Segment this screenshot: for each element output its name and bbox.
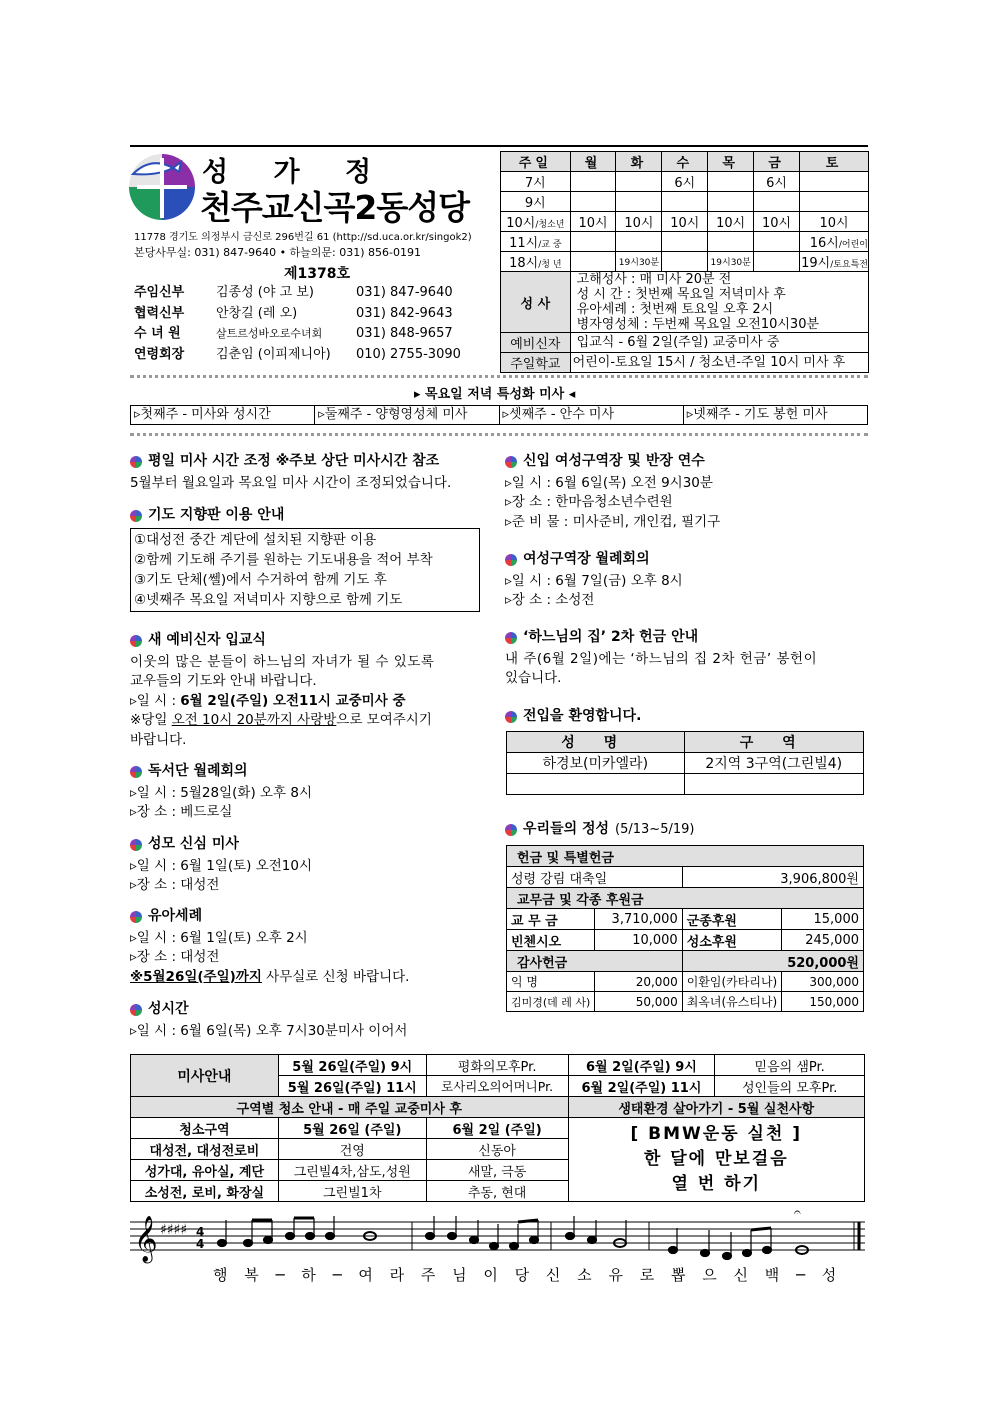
- sacrament-row: 성 사 고해성사 : 매 미사 20분 전 성 시 간 : 첫번째 목요일 저녁미사 후 유아세례 : 첫번째 토요일 오후 2시 병자영성체 : 두번째 목요일 오전10시30분: [501, 272, 869, 333]
- prayer-board-box: ①대성전 중간 계단에 설치된 지향판 이용 ②함께 기도해 주기를 원하는 기도내용을 적어 부착 ③기도 단체(쎌)에서 수거하여 함께 기도 후 ④넷째주 목요일 저녁미사 지향으로 함께 기도: [130, 528, 480, 612]
- svg-text:𝄞: 𝄞: [134, 1216, 158, 1262]
- notice-prayer-board: 기도 지향판 이용 안내 ①대성전 중간 계단에 설치된 지향판 이용 ②함께 기도해 주기를 원하는 기도내용을 적어 부착 ③기도 단체(쎌)에서 수거하여 함께 기도 후 ④넷째주 목요일 저녁미사 지향으로 함께 기도: [130, 506, 480, 612]
- church-logo: [127, 152, 197, 222]
- welcome-row: 하경보(미카엘라) 2지역 3구역(그린빌4): [507, 753, 864, 774]
- clean-row: 대성전, 대성전로비 건영 신동아: [131, 1139, 865, 1160]
- notice-women-leaders: 여성구역장 월례회의 ▹일 시 : 6월 7일(금) 오후 8시 ▹장 소 : 소성전: [505, 551, 683, 608]
- bullet-icon: [130, 456, 142, 468]
- bullet-icon: [505, 554, 517, 566]
- bullet-icon: [505, 711, 517, 723]
- svg-text:♯♯♯♯: ♯♯♯♯: [160, 1222, 188, 1238]
- staff-row: 협력신부 안창길 (레 오) 031) 842-9643: [134, 305, 453, 321]
- clean-head-row: 청소구역 5월 26일 (주일) 6월 2일 (주일) [ BMW운동 실천 ] 한 달에 만보걸음 열 번 하기: [131, 1118, 865, 1139]
- mass-guide-row: 미사안내 5월 26일(주일) 9시 평화의모후Pr. 6월 2일(주일) 9시 믿음의 샘Pr.: [131, 1055, 865, 1076]
- notice-weekday-mass: 평일 미사 시간 조정 ※주보 상단 미사시간 참조 5월부터 월요일과 목요일 미사 시간이 조정되었습니다.: [130, 453, 452, 491]
- mass-row: 18시/청 년 19시30분 19시30분 19시/토요특전: [501, 252, 869, 272]
- clean-row: 성가대, 유아실, 계단 그린빌4차,삼도,성원 새말, 극동: [131, 1160, 865, 1181]
- bullet-icon: [505, 632, 517, 644]
- catechumen-row: 예비신자 입교식 - 6월 2일(주일) 교중미사 중: [501, 333, 869, 353]
- staff-row: 수 녀 원 살트르성바오로수녀회 031) 848-9657: [134, 326, 453, 341]
- sunday-school-row: 주일학교 어린이-토요일 15시 / 청소년-주일 10시 미사 후: [501, 353, 869, 373]
- music-staff: [130, 1208, 865, 1270]
- svg-text:𝄐: 𝄐: [794, 1208, 801, 1219]
- dotted-divider: [130, 375, 868, 378]
- thursday-item: ▹둘째주 - 양형영성체 미사: [315, 406, 499, 424]
- parish-subtitle: 성 가 정: [202, 157, 390, 188]
- parish-title: 천주교신곡2동성당: [200, 188, 469, 227]
- notice-offerings: 우리들의 정성 (5/13~5/19): [505, 820, 694, 842]
- staff-list: [134, 283, 461, 365]
- thursday-mass-bar: [130, 405, 868, 425]
- clean-row: 소성전, 로비, 화장실 그린빌1차 추동, 현대: [131, 1181, 865, 1202]
- staff-row: 연령회장 김춘임 (이피제니아) 010) 2755-3090: [134, 346, 461, 362]
- bullet-icon: [130, 911, 142, 923]
- svg-text:4: 4: [196, 1225, 205, 1239]
- eco-practice: [ BMW운동 실천 ] 한 달에 만보걸음 열 번 하기: [568, 1118, 864, 1202]
- thursday-item: ▹넷째주 - 기도 봉헌 미사: [686, 407, 828, 422]
- notice-infant-baptism: 유아세례 ▹일 시 : 6월 1일(토) 오후 2시 ▹장 소 : 대성전 ※5월26일(주일)까지 사무실로 신청 바랍니다.: [130, 908, 410, 985]
- bullet-icon: [130, 1004, 142, 1016]
- parish-address: 11778 경기도 의정부시 금신로 296번길 61 (http://sd.uca.or.kr/singok2): [134, 232, 472, 243]
- notice-welcome: 전입을 환영합니다.: [505, 707, 641, 729]
- mass-row: 7시 6시 6시: [501, 172, 869, 192]
- mass-row: 11시/교 중 16시/어린이: [501, 232, 869, 252]
- svg-text:4: 4: [196, 1237, 205, 1251]
- header-rule: [130, 145, 868, 147]
- notice-marian-mass: 성모 신심 미사 ▹일 시 : 6월 1일(토) 오전10시 ▹장 소 : 대성전: [130, 836, 312, 893]
- bullet-icon: [130, 766, 142, 778]
- notice-holy-hour: 성시간 ▹일 시 : 6월 6일(목) 오후 7시30분미사 이어서: [130, 1001, 408, 1039]
- bottom-table: 미사안내 5월 26일(주일) 9시 평화의모후Pr. 6월 2일(주일) 9시 믿음의 샘Pr. 5월 26일(주일) 11시 로사리오의어머니Pr. 6월 2일(주일) 11시 성인들의 모후Pr. 구역별 청소 안내 - 매 주일 교중미사 후 생태환경 살아가기 - 5월 실천사항 청소구역 5월 26일 (주일) 6월 2일 (주일) [ BMW운동 실천 ] 한 달에 만보걸음 열 번 하기 대성전, 대성전로비 건영 신동아 성가대, 유아실, 계단 그린빌4차,삼도,성원 새말, 극동 소성전, 로비, 화장실 그린빌1차 추동, 현대: [130, 1054, 865, 1202]
- thursday-title: ▸ 목요일 저녁 특성화 미사 ◂: [414, 387, 576, 402]
- notice-lectors: 독서단 월례회의 ▹일 시 : 5월28일(화) 오후 8시 ▹장 소 : 베드로실: [130, 763, 312, 820]
- welcome-table: 성 명 구 역 하경보(미카엘라) 2지역 3구역(그린빌4): [506, 731, 864, 795]
- welcome-row: [507, 774, 864, 795]
- mass-row: 10시/청소년 10시 10시 10시 10시 10시 10시: [501, 212, 869, 232]
- song-lyrics: 행 복 ─ 하 ─ 여 라 주 님 이 당 신 소 유 로 뽑 으 신 백 ─ 성: [213, 1266, 843, 1284]
- staff-row: 주임신부 김종성 (야 고 보) 031) 847-9640: [134, 285, 453, 300]
- thursday-item: ▹셋째주 - 안수 미사: [500, 406, 684, 424]
- notice-new-catechumen: 새 예비신자 입교식 이웃의 많은 분들이 하느님의 자녀가 될 수 있도록 교우들의 기도와 안내 바랍니다. ▹일 시 : 6월 2일(주일) 오전11시 교중미사 중 ※당일 오전 10시 20분까지 사랑방으로 모여주시기 바랍니다.: [130, 632, 435, 748]
- mass-row: 9시: [501, 192, 869, 212]
- day-header-row: 주일 월 화 수 목 금 토: [501, 152, 869, 172]
- bullet-icon: [130, 839, 142, 851]
- notice-leader-training: 신입 여성구역장 및 반장 연수 ▹일 시 : 6월 6일(목) 오전 9시30분 ▹장 소 : 한마음청소년수련원 ▹준 비 물 : 미사준비, 개인컵, 필기구: [505, 453, 721, 530]
- issue-number: 제1378호: [284, 266, 351, 282]
- parish-phone: 본당사무실: 031) 847-9640 • 하늘의문: 031) 856-0191: [134, 246, 422, 259]
- thursday-item: ▹첫째주 - 미사와 성시간: [131, 406, 315, 424]
- bullet-icon: [505, 456, 517, 468]
- dotted-divider: [130, 433, 868, 436]
- mass-schedule-table: [500, 151, 869, 373]
- bullet-icon: [130, 635, 142, 647]
- notice-second-collection: ‘하느님의 집’ 2차 헌금 안내 내 주(6월 2일)에는 ‘하느님의 집 2차 헌금’ 봉헌이 있습니다.: [505, 629, 818, 686]
- bullet-icon: [505, 824, 517, 836]
- bullet-icon: [130, 510, 142, 522]
- offerings-table: 헌금 및 특별헌금 성령 강림 대축일 3,906,800원 교무금 및 각종 후원금 교 무 금 3,710,000 군종후원 15,000 빈첸시오 10,000 성소후원 245,000 감사헌금 520,000원 익 명 20,000 이환임(카타리나) 300,000 김미경(데 레 사) 50,000 최옥녀(유스티나) 150,000: [506, 845, 864, 1012]
- mass-guide-row: 5월 26일(주일) 11시 로사리오의어머니Pr. 6월 2일(주일) 11시 성인들의 모후Pr.: [131, 1076, 865, 1097]
